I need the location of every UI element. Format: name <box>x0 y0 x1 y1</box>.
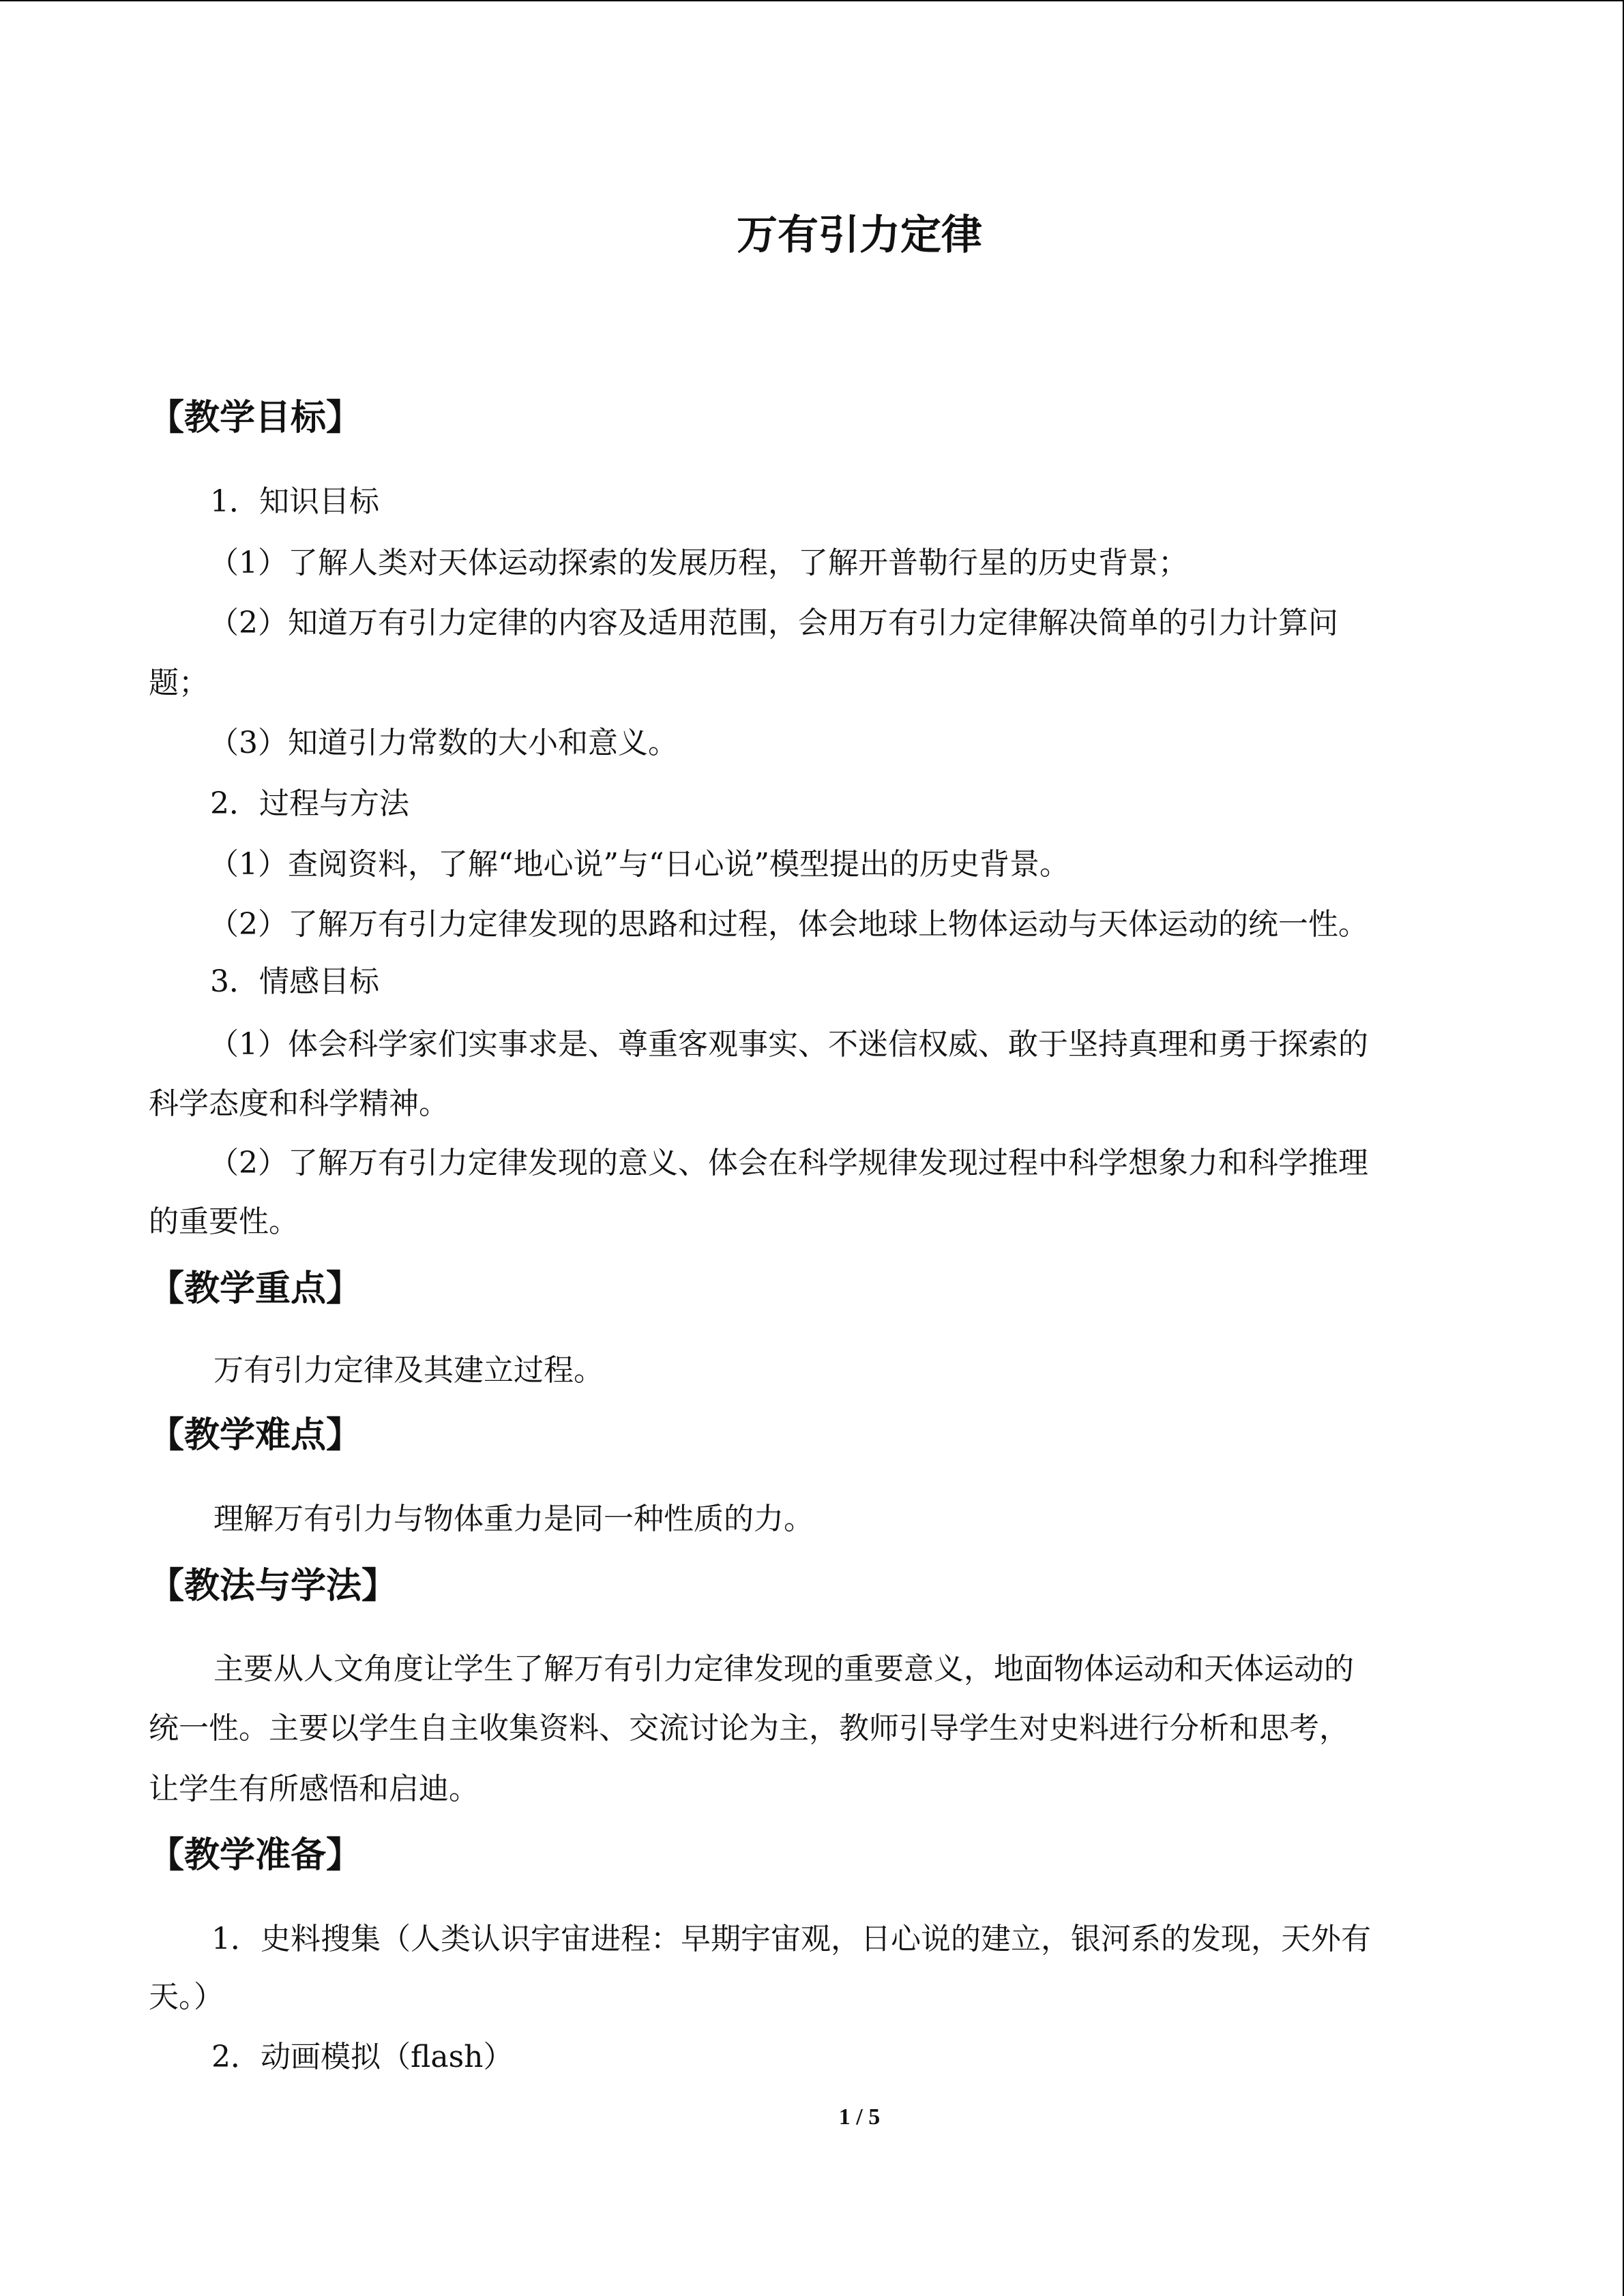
heading-methods: 【教法与学法】 <box>149 1566 398 1607</box>
heading-objectives: 【教学目标】 <box>149 398 362 438</box>
key-points-line: 万有引力定律及其建立过程。 <box>213 1353 604 1388</box>
objectives-line: 科学态度和科学精神。 <box>149 1086 449 1121</box>
methods-line: 主要从人文角度让学生了解万有引力定律发现的重要意义，地面物体运动和天体运动的 <box>213 1652 1354 1686</box>
objectives-line: （1）查阅资料，了解“地心说”与“日心说”模型提出的历史背景。 <box>209 847 1069 882</box>
objectives-line: 题； <box>149 666 209 700</box>
methods-line: 让学生有所感悟和启迪。 <box>149 1772 479 1806</box>
objectives-line: （2）了解万有引力定律发现的思路和过程，体会地球上物体运动与天体运动的统一性。 <box>209 907 1368 942</box>
preparation-line: 1．史料搜集（人类认识宇宙进程：早期宇宙观，日心说的建立，银河系的发现，天外有 <box>211 1922 1371 1956</box>
heading-difficulties: 【教学难点】 <box>149 1415 362 1456</box>
page-border-top <box>0 0 1624 1</box>
objectives-line: 的重要性。 <box>149 1204 299 1239</box>
objectives-line: 2．过程与方法 <box>210 786 409 821</box>
page-number: 1 / 5 <box>838 2104 881 2130</box>
objectives-line: （2）知道万有引力定律的内容及适用范围，会用万有引力定律解决简单的引力计算问 <box>209 606 1338 640</box>
heading-key-points: 【教学重点】 <box>149 1268 362 1309</box>
preparation-line: 天。） <box>149 1980 224 2014</box>
document-title: 万有引力定律 <box>737 211 982 259</box>
heading-preparation: 【教学准备】 <box>149 1835 362 1876</box>
preparation-line: 2．动画模拟（flash） <box>211 2040 514 2074</box>
objectives-line: （1）了解人类对天体运动探索的发展历程，了解开普勒行星的历史背景； <box>209 546 1188 580</box>
difficulties-line: 理解万有引力与物体重力是同一种性质的力。 <box>213 1502 814 1536</box>
objectives-line: 1．知识目标 <box>210 484 379 519</box>
objectives-line: 3．情感目标 <box>210 964 379 999</box>
objectives-line: （1）体会科学家们实事求是、尊重客观事实、不迷信权威、敢于坚持真理和勇于探索的 <box>209 1027 1368 1062</box>
objectives-line: （2）了解万有引力定律发现的意义、体会在科学规律发现过程中科学想象力和科学推理 <box>209 1146 1368 1180</box>
objectives-line: （3）知道引力常数的大小和意义。 <box>209 726 678 760</box>
methods-line: 统一性。主要以学生自主收集资料、交流讨论为主，教师引导学生对史料进行分析和思考， <box>149 1711 1349 1746</box>
